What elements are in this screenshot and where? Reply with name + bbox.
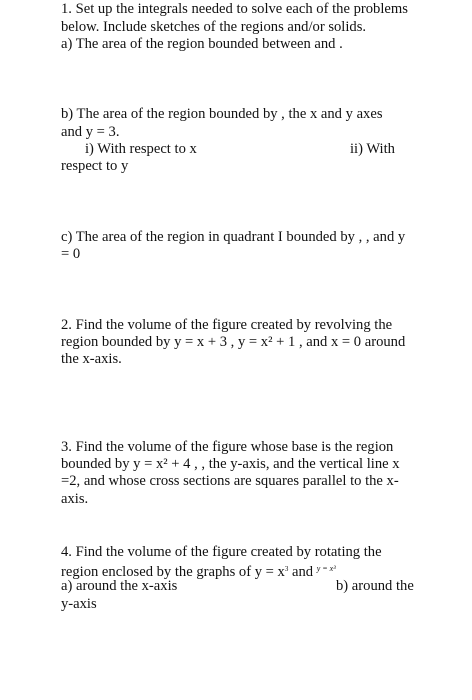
q3-line-4: axis.: [61, 491, 89, 507]
q2-line-3: the x-axis.: [61, 351, 122, 367]
q4b-text: b) around the: [336, 578, 414, 594]
q1b-line-1: b) The area of the region bounded by , the x and y axes: [61, 106, 383, 122]
q3-line-1: 3. Find the volume of the figure whose base is the region: [61, 439, 394, 455]
q1b-i-cont: respect to y: [61, 158, 129, 174]
q1c-line-1: c) The area of the region in quadrant I bounded by , , and y: [61, 229, 406, 245]
q4a-text: a) around the x-axis: [61, 578, 178, 594]
q1-line-1: 1. Set up the integrals needed to solve each of the problems: [61, 1, 408, 17]
q1a-text: a) The area of the region bounded between and .: [61, 36, 343, 52]
q1b-line-2: and y = 3.: [61, 124, 120, 140]
q1-line-2: below. Include sketches of the regions and/or solids.: [61, 19, 367, 35]
q4-exponent: 3: [284, 565, 289, 573]
q3-line-3: =2, and whose cross sections are squares parallel to the x-: [61, 473, 399, 489]
q3-line-2: bounded by y = x² + 4 , , the y-axis, and the vertical line x: [61, 456, 400, 472]
q1c-line-2: = 0: [61, 246, 81, 262]
q4b-cont: y-axis: [61, 596, 97, 612]
q4-small-formula: y = x³: [316, 564, 336, 573]
q2-line-2: region bounded by y = x + 3 , y = x² + 1 , and x = 0 around: [61, 334, 406, 350]
q4-line-1: 4. Find the volume of the figure created by rotating the: [61, 544, 382, 560]
q1b-ii-text: ii) With: [350, 141, 395, 157]
q2-line-1: 2. Find the volume of the figure created by revolving the: [61, 317, 393, 333]
q4-and: and: [288, 564, 317, 580]
q4-line-2-text: region enclosed by the graphs of y = x: [61, 564, 285, 580]
q1b-i-text: i) With respect to x: [85, 141, 197, 157]
